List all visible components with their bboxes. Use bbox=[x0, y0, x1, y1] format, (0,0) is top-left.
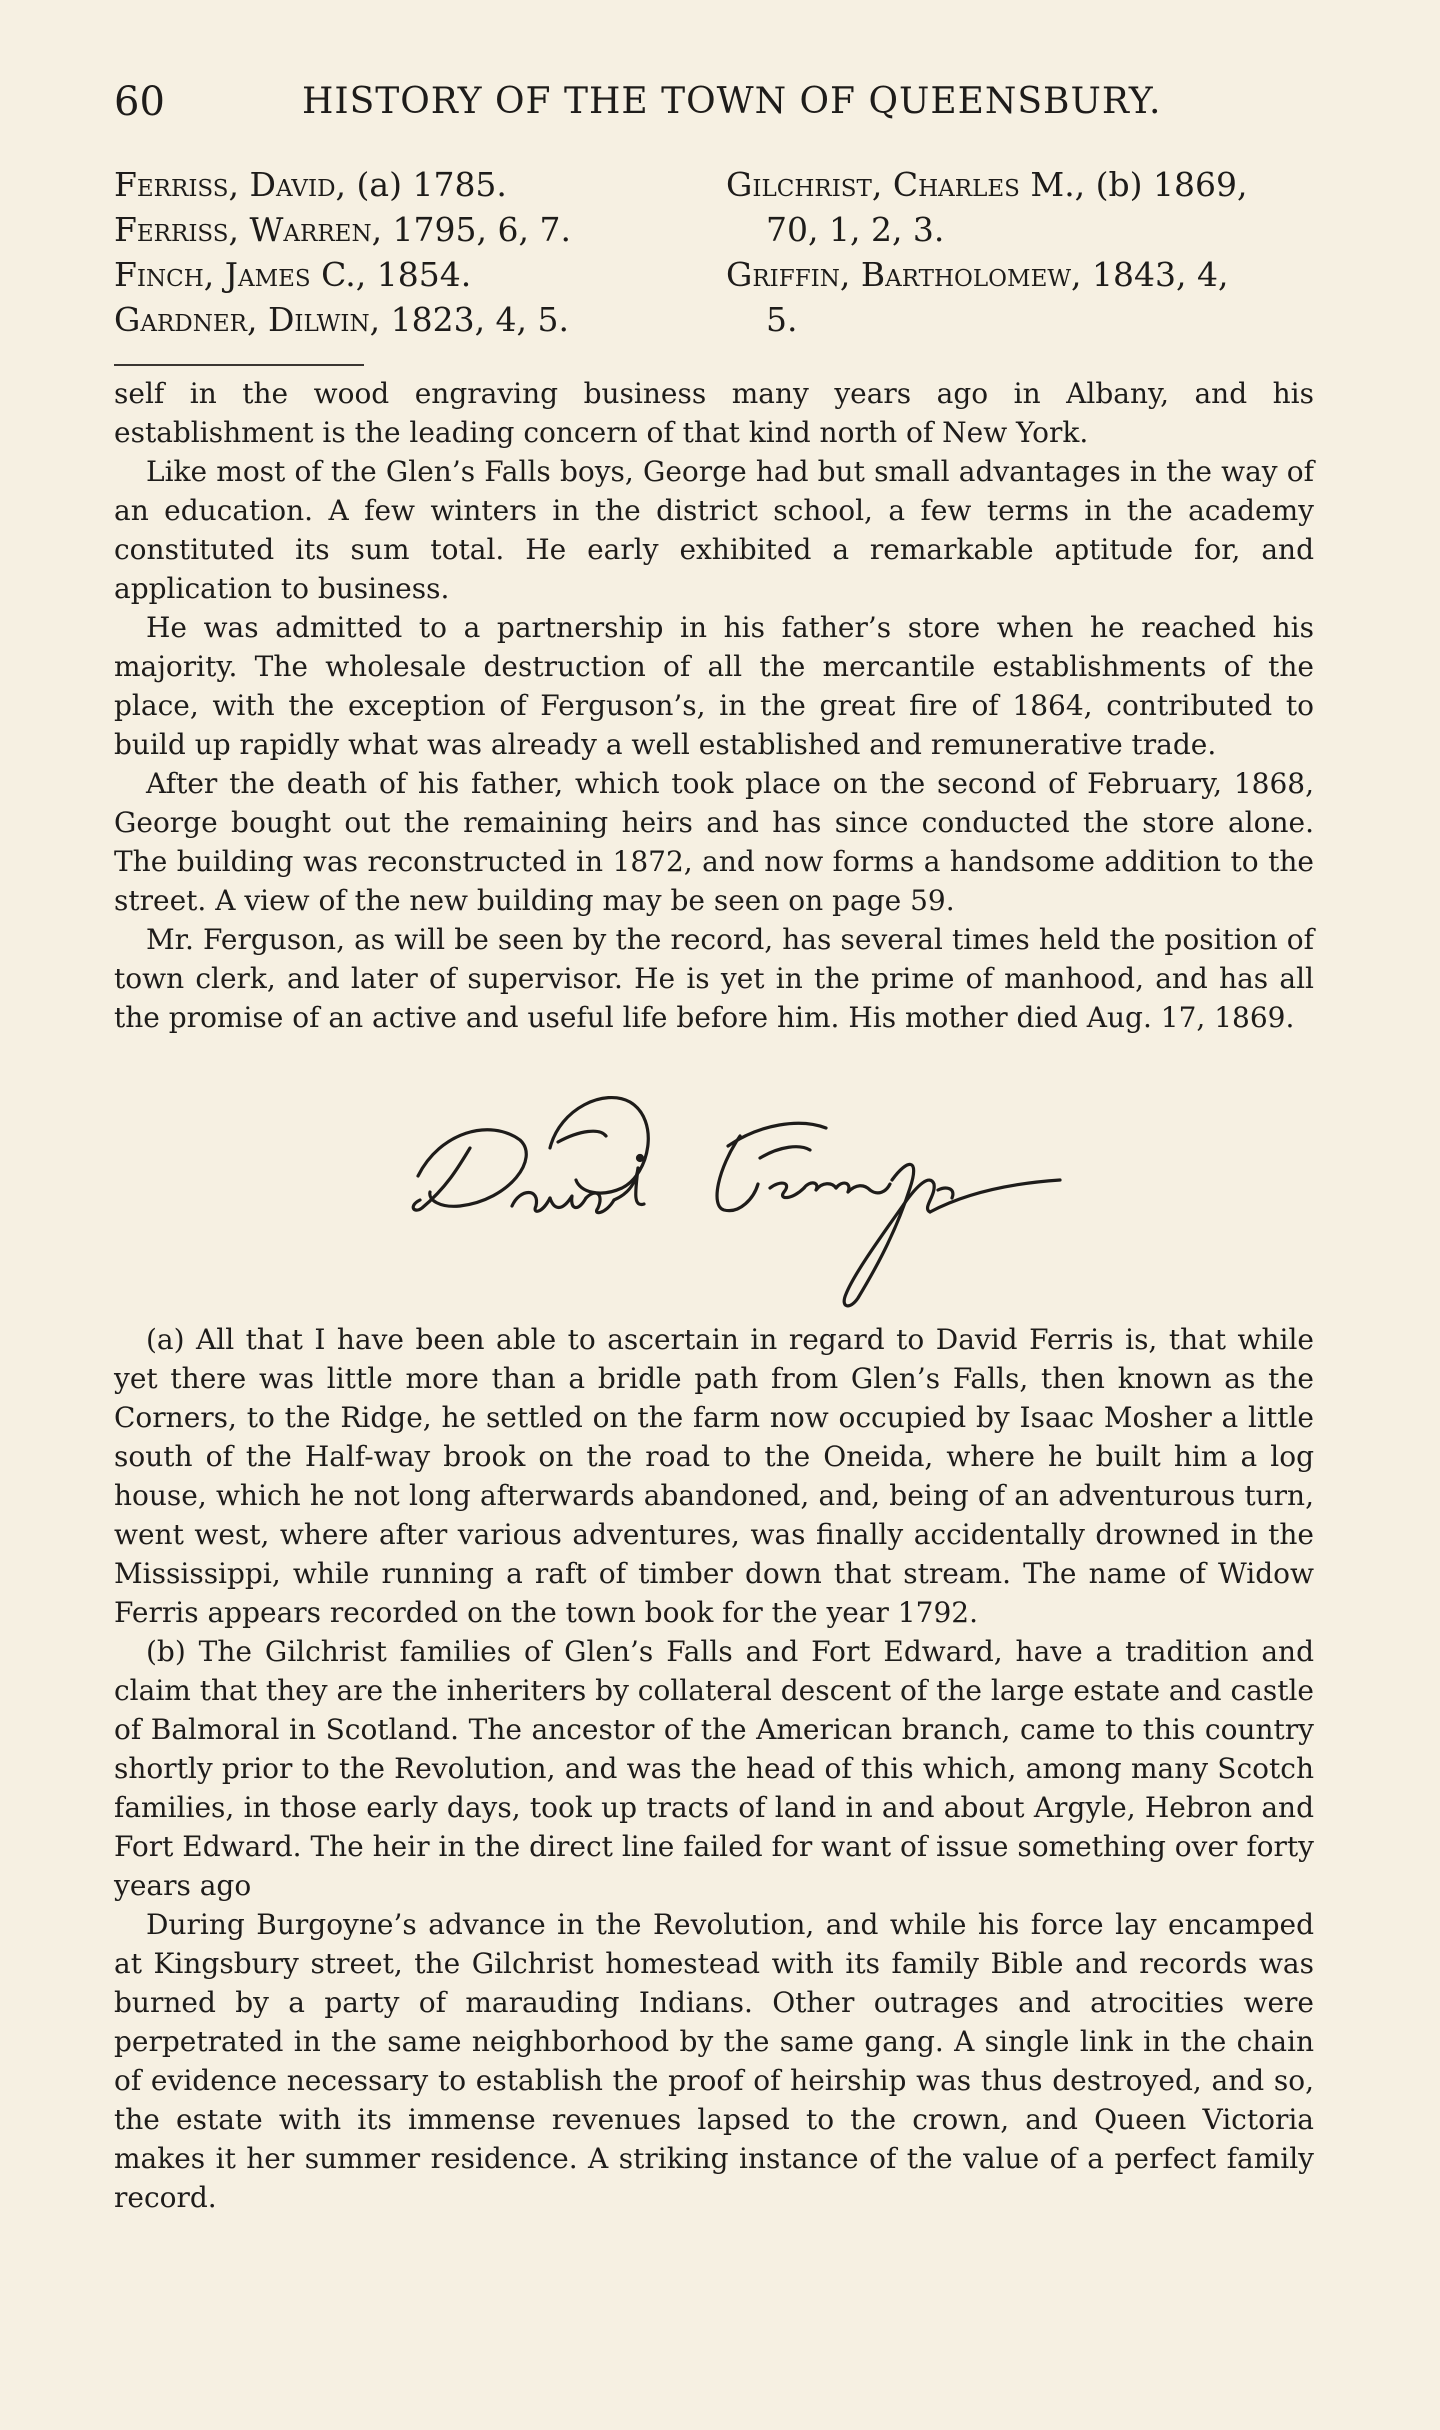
page-header bbox=[114, 72, 1334, 132]
officer-years: (a) 1785. bbox=[346, 165, 507, 204]
paragraph: Like most of the Glen’s Falls boys, George had but small advantages in the way of an education. A few winters in the district school, a few terms in the academy constituted its sum total. He early exhibited a remarkable aptitude for, and application to business. bbox=[114, 455, 1314, 605]
signature-text bbox=[400, 1088, 401, 1089]
officer-entry-continued bbox=[726, 297, 1346, 342]
officer-column-left bbox=[114, 162, 714, 342]
officer-entry bbox=[114, 207, 714, 252]
officer-years: 1854. bbox=[366, 255, 472, 294]
officer-name: Finch, James C., bbox=[114, 255, 367, 294]
officer-name: Ferriss, David, bbox=[114, 165, 347, 204]
officer-column-right bbox=[726, 162, 1346, 342]
footnote-b: (b) The Gilchrist families of Glen’s Falls and Fort Edward, have a tradition and claim that they are the inheriters by collateral descent of the large estate and castle of Balmoral in Scotland. The ancestor of the American branch, came to this country shortly prior to the Revolution, and was the head of this which, among many Scotch families, in those early days, took up tracts of land in and about Argyle, Hebron and Fort Edward. The heir in the direct line failed for want of issue something over forty years ago bbox=[114, 1635, 1314, 1902]
footnote-a: (a) All that I have been able to ascertain in regard to David Ferris is, that while yet there was little more than a bridle path from Glen’s Falls, then known as the Corners, to the Ridge, he settled on the farm now occupied by Isaac Mosher a little south of the Half-way brook on the road to the Oneida, where he built him a log house, which he not long afterwards abandoned, and, being of an adventurous turn, went west, where after various adventures, was finally accidentally drowned in the Mississippi, while running a raft of timber down that stream. The name of Widow Ferris appears recorded on the town book for the year 1792. bbox=[114, 1323, 1314, 1629]
officer-list bbox=[114, 162, 1334, 352]
paragraph: He was admitted to a partnership in his father’s store when he reached his majority. The wholesale destruction of all the mercantile establishments of the place, with the exception of Ferguson’s, in the great fire of 1864, contributed to build up rapidly what was already a well established and remunerative trade. bbox=[114, 611, 1314, 761]
footnotes bbox=[114, 1320, 1314, 2217]
officer-name: Gardner, Dilwin, bbox=[114, 300, 381, 339]
footnote-b-continued: During Burgoyne’s advance in the Revolution, and while his force lay encamped at Kingsbury street, the Gilchrist homestead with its family Bible and records was burned by a party of marauding Indians. Other outrages and atrocities were perpetrated in the same neighborhood by the same gang. A single link in the chain of evidence necessary to establish the proof of heirship was thus destroyed, and so, the estate with its immense revenues lapsed to the crown, and Queen Victoria makes it her summer residence. A striking instance of the value of a perfect family record. bbox=[114, 1908, 1314, 2214]
running-title: HISTORY OF THE TOWN OF QUEENSBURY. bbox=[302, 81, 1162, 122]
officer-entry bbox=[114, 297, 714, 342]
officer-name: Gilchrist, Charles M., bbox=[726, 165, 1086, 204]
officer-entry bbox=[114, 162, 714, 207]
handwritten-signature bbox=[400, 1088, 1070, 1318]
section-divider bbox=[114, 364, 364, 366]
paragraph: self in the wood engraving business many years ago in Albany, and his establishment is the leading concern of that kind north of New York. bbox=[114, 377, 1314, 449]
officer-years: 1823, 4, 5. bbox=[380, 300, 570, 339]
officer-name: Griffin, Bartholomew, bbox=[726, 255, 1082, 294]
officer-years: 70, 1, 2, 3. bbox=[766, 210, 945, 249]
officer-years: 5. bbox=[766, 300, 798, 339]
officer-entry-continued bbox=[726, 207, 1346, 252]
signature-icon bbox=[400, 1088, 1070, 1318]
officer-entry bbox=[726, 162, 1346, 207]
officer-years: 1795, 6, 7. bbox=[382, 210, 571, 249]
officer-years: 1843, 4, bbox=[1081, 255, 1229, 294]
officer-entry bbox=[726, 252, 1346, 297]
officer-years: (b) 1869, bbox=[1085, 165, 1248, 204]
biography-text bbox=[114, 374, 1314, 1037]
officer-name: Ferriss, Warren, bbox=[114, 210, 383, 249]
page-number: 60 bbox=[114, 79, 165, 125]
officer-entry bbox=[114, 252, 714, 297]
paragraph: Mr. Ferguson, as will be seen by the record, has several times held the position of town clerk, and later of supervisor. He is yet in the prime of manhood, and has all the promise of an active and useful life before him. His mother died Aug. 17, 1869. bbox=[114, 923, 1314, 1034]
paragraph: After the death of his father, which took place on the second of February, 1868, George bought out the remaining heirs and has since conducted the store alone. The building was reconstructed in 1872, and now forms a handsome addition to the street. A view of the new building may be seen on page 59. bbox=[114, 767, 1314, 917]
